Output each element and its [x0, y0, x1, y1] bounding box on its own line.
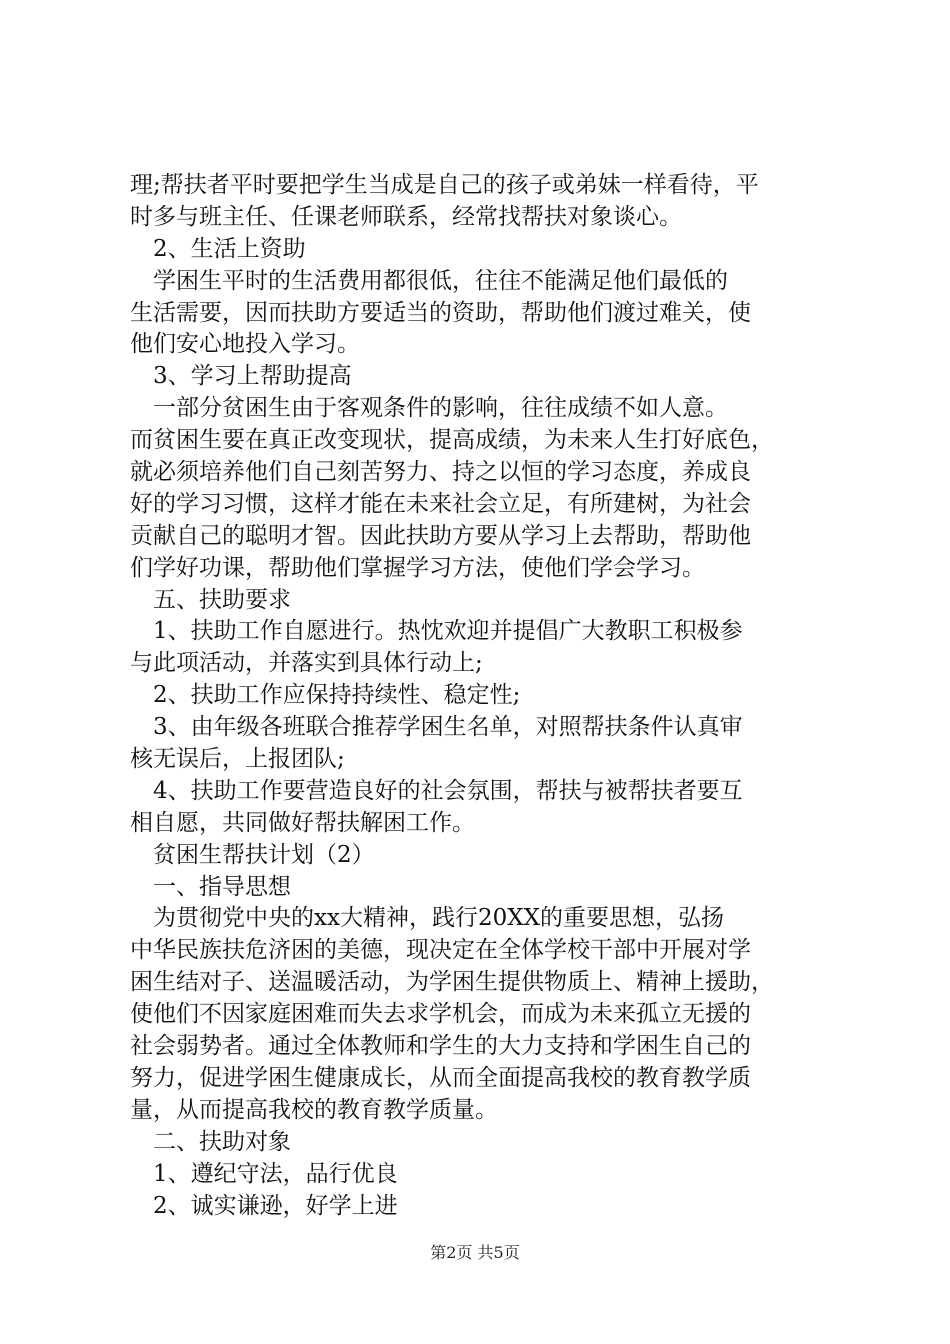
body-text [130, 170, 830, 1222]
text-line: 2、诚实谦逊，好学上进 [130, 1192, 398, 1219]
text-line: 他们安心地投入学习。 [130, 331, 360, 358]
text-line: 好的学习习惯，这样才能在未来社会立足，有所建树，为社会 [130, 490, 751, 517]
page-footer: 第2页 共5页 [430, 1243, 520, 1262]
text-line: 理;帮扶者平时要把学生当成是自己的孩子或弟妹一样看待，平 [130, 172, 759, 198]
text-line: 相自愿，共同做好帮扶解困工作。 [130, 809, 475, 836]
text-line: 2、扶助工作应保持持续性、稳定性; [130, 682, 521, 709]
text-line: 为贯彻党中央的xx大精神，践行20XX的重要思想，弘扬 [130, 905, 724, 932]
text-line: 1、扶助工作自愿进行。热忱欢迎并提倡广大教职工积极参 [130, 618, 743, 645]
text-line: 二、扶助对象 [130, 1128, 291, 1155]
text-line: 学困生平时的生活费用都很低，往往不能满足他们最低的 [130, 267, 728, 294]
text-line: 1、遵纪守法，品行优良 [130, 1160, 398, 1187]
text-line: 而贫困生要在真正改变现状，提高成绩，为未来人生打好底色， [130, 427, 774, 454]
text-line: 就必须培养他们自己刻苦努力、持之以恒的学习态度，养成良 [130, 459, 751, 486]
text-line: 生活需要，因而扶助方要适当的资助，帮助他们渡过难关，使 [130, 299, 751, 326]
text-line: 中华民族扶危济困的美德，现决定在全体学校干部中开展对学 [130, 937, 751, 964]
text-line: 4、扶助工作要营造良好的社会氛围，帮扶与被帮扶者要互 [130, 777, 743, 804]
text-line: 2、生活上资助 [130, 235, 306, 262]
text-line: 贫困生帮扶计划（2） [130, 841, 375, 868]
text-line: 努力，促进学困生健康成长，从而全面提高我校的教育教学质 [130, 1064, 751, 1091]
text-line: 一部分贫困生由于客观条件的影响，往往成绩不如人意。 [130, 395, 728, 422]
text-line: 3、由年级各班联合推荐学困生名单，对照帮扶条件认真审 [130, 714, 743, 741]
text-line: 量，从而提高我校的教育教学质量。 [130, 1096, 498, 1123]
text-line: 使他们不因家庭困难而失去求学机会，而成为未来孤立无援的 [130, 1001, 751, 1028]
text-line: 一、指导思想 [130, 873, 291, 900]
text-line: 五、扶助要求 [130, 586, 291, 613]
text-line: 们学好功课，帮助他们掌握学习方法，使他们学会学习。 [130, 554, 705, 581]
text-line: 困生结对子、送温暖活动，为学困生提供物质上、精神上援助， [130, 969, 774, 996]
text-line: 核无误后，上报团队; [130, 746, 345, 773]
text-line: 与此项活动，并落实到具体行动上; [130, 650, 483, 677]
text-line: 时多与班主任、任课老师联系，经常找帮扶对象谈心。 [130, 203, 682, 230]
text-line: 3、学习上帮助提高 [130, 363, 352, 390]
text-line: 社会弱势者。通过全体教师和学生的大力支持和学困生自己的 [130, 1033, 751, 1060]
text-line: 贡献自己的聪明才智。因此扶助方要从学习上去帮助，帮助他 [130, 522, 751, 549]
